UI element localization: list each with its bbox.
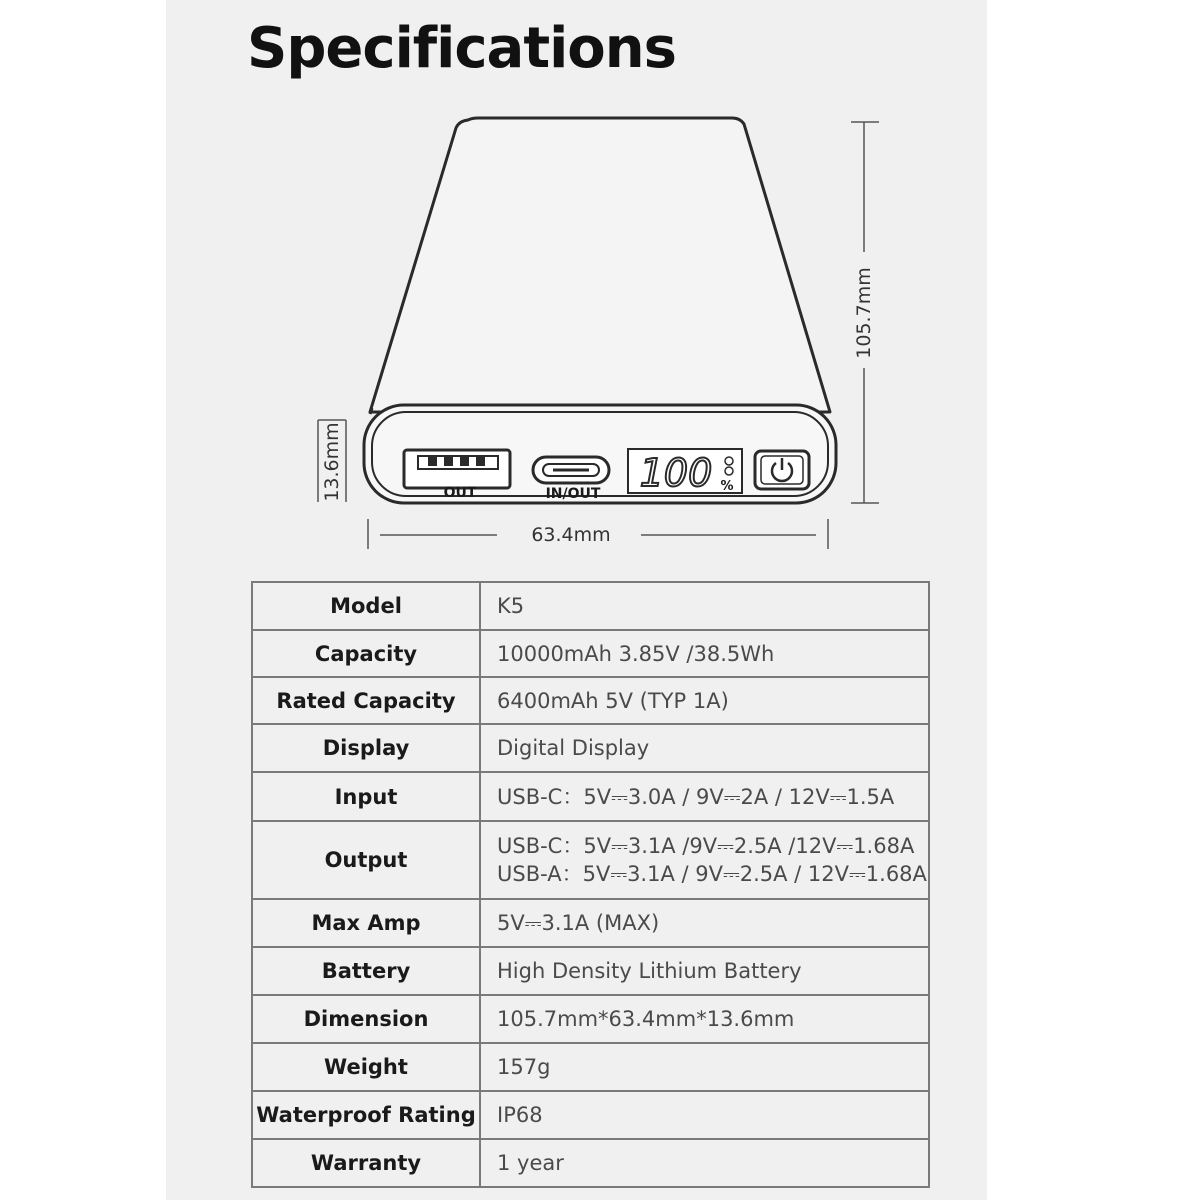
spec-value [480, 677, 929, 724]
spec-row [252, 677, 929, 724]
power-bank-body [370, 118, 830, 412]
spec-value-line: High Density Lithium Battery [497, 959, 802, 983]
spec-value-line: 157g [497, 1055, 551, 1079]
spec-key: Dimension [252, 995, 480, 1043]
spec-value [480, 630, 929, 677]
spec-value [480, 1139, 929, 1187]
spec-row [252, 1139, 929, 1187]
width-dimension-label: 63.4mm [531, 524, 611, 546]
spec-row [252, 1091, 929, 1139]
spec-value-line: 6400mAh 5V (TYP 1A) [497, 688, 729, 713]
spec-row [252, 995, 929, 1043]
product-diagram [0, 0, 1200, 560]
spec-key: Waterproof Rating [252, 1091, 480, 1139]
spec-key: Capacity [252, 630, 480, 677]
spec-key: Warranty [252, 1139, 480, 1187]
spec-value [480, 1091, 929, 1139]
spec-row [252, 821, 929, 899]
spec-key: Output [252, 821, 480, 899]
spec-table [251, 581, 930, 1188]
usb-c-port-icon [533, 457, 609, 483]
spec-row [252, 899, 929, 947]
usb-a-port-icon [404, 450, 510, 488]
spec-key: Max Amp [252, 899, 480, 947]
spec-value-line: USB-C：5V⎓3.0A / 9V⎓2A / 12V⎓1.5A [497, 784, 895, 809]
spec-value [480, 582, 929, 630]
spec-value [480, 899, 929, 947]
spec-value [480, 995, 929, 1043]
spec-value-line: USB-C：5V⎓3.1A /9V⎓2.5A /12V⎓1.68A [497, 834, 915, 858]
display-readout: 100 [639, 451, 713, 495]
usb-a-port-label: OUT [443, 485, 477, 501]
digital-display-icon [628, 449, 742, 495]
spec-value-line: 5V⎓3.1A (MAX) [497, 911, 660, 935]
spec-value [480, 772, 929, 821]
page-title: Specifications [247, 16, 676, 81]
spec-value [480, 821, 929, 899]
spec-row [252, 630, 929, 677]
spec-key: Model [252, 582, 480, 630]
spec-value-line: K5 [497, 594, 525, 618]
spec-value [480, 1043, 929, 1091]
thickness-dimension-label: 13.6mm [321, 422, 343, 502]
spec-key: Input [252, 772, 480, 821]
height-dimension-label: 105.7mm [853, 267, 875, 359]
spec-value-line: Digital Display [497, 736, 650, 760]
spec-key: Rated Capacity [252, 677, 480, 724]
spec-row [252, 582, 929, 630]
display-unit: % [720, 479, 734, 494]
spec-value [480, 724, 929, 772]
usb-c-port-label: IN/OUT [545, 486, 601, 502]
spec-value-line: USB-A：5V⎓3.1A / 9V⎓2.5A / 12V⎓1.68A [497, 862, 927, 886]
spec-row [252, 772, 929, 821]
spec-key: Display [252, 724, 480, 772]
spec-value-line: 1 year [497, 1151, 564, 1175]
spec-value [480, 947, 929, 995]
spec-key: Battery [252, 947, 480, 995]
spec-value-line: 105.7mm*63.4mm*13.6mm [497, 1007, 795, 1031]
power-button-icon [755, 451, 809, 489]
spec-value-line: 10000mAh 3.85V /38.5Wh [497, 641, 775, 666]
spec-row [252, 947, 929, 995]
spec-value-line: IP68 [497, 1103, 543, 1127]
spec-row [252, 1043, 929, 1091]
spec-row [252, 724, 929, 772]
spec-key: Weight [252, 1043, 480, 1091]
